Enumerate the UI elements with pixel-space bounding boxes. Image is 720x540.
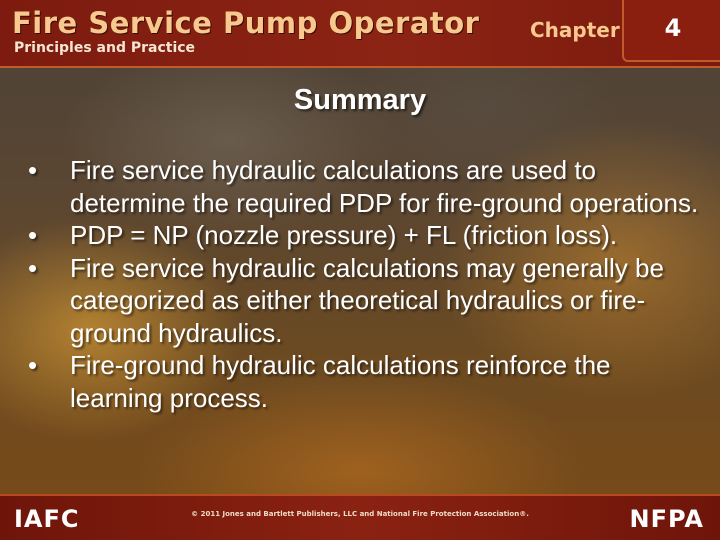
- bullet-icon: •: [28, 252, 38, 283]
- bullet-item: [26, 219, 706, 252]
- bullet-item: [26, 252, 706, 350]
- bullet-item: [26, 349, 706, 414]
- chapter-number: 4: [664, 14, 682, 42]
- slide-title: Summary: [293, 84, 427, 116]
- bullet-list: [26, 154, 706, 414]
- bullet-text: Fire service hydraulic calculations may generally be categorized as either theoretical hydraulics or fire-ground hydraulics.: [70, 252, 664, 348]
- chapter-label: Chapter: [530, 18, 620, 42]
- copyright-notice: © 2011 Jones and Bartlett Publishers, LLC and National Fire Protection Association®.: [191, 510, 529, 518]
- bullet-text: Fire-ground hydraulic calculations reinforce the learning process.: [70, 350, 611, 413]
- bullet-text: PDP = NP (nozzle pressure) + FL (friction loss).: [70, 220, 618, 250]
- bullet-icon: •: [28, 220, 38, 250]
- chapter-number-box: [622, 0, 720, 62]
- bullet-text: Fire service hydraulic calculations are used to determine the required PDP for fire-ground operations.: [70, 155, 699, 218]
- footer-bar: [0, 494, 720, 540]
- nfpa-logo: NFPA: [629, 505, 704, 533]
- bullet-icon: •: [28, 155, 38, 185]
- book-title: Fire Service Pump Operator: [12, 6, 480, 40]
- book-subtitle: Principles and Practice: [14, 40, 196, 56]
- iafc-logo: IAFC: [14, 505, 80, 533]
- bullet-item: [26, 154, 706, 219]
- header-bar: [0, 0, 720, 68]
- bullet-icon: •: [28, 350, 38, 380]
